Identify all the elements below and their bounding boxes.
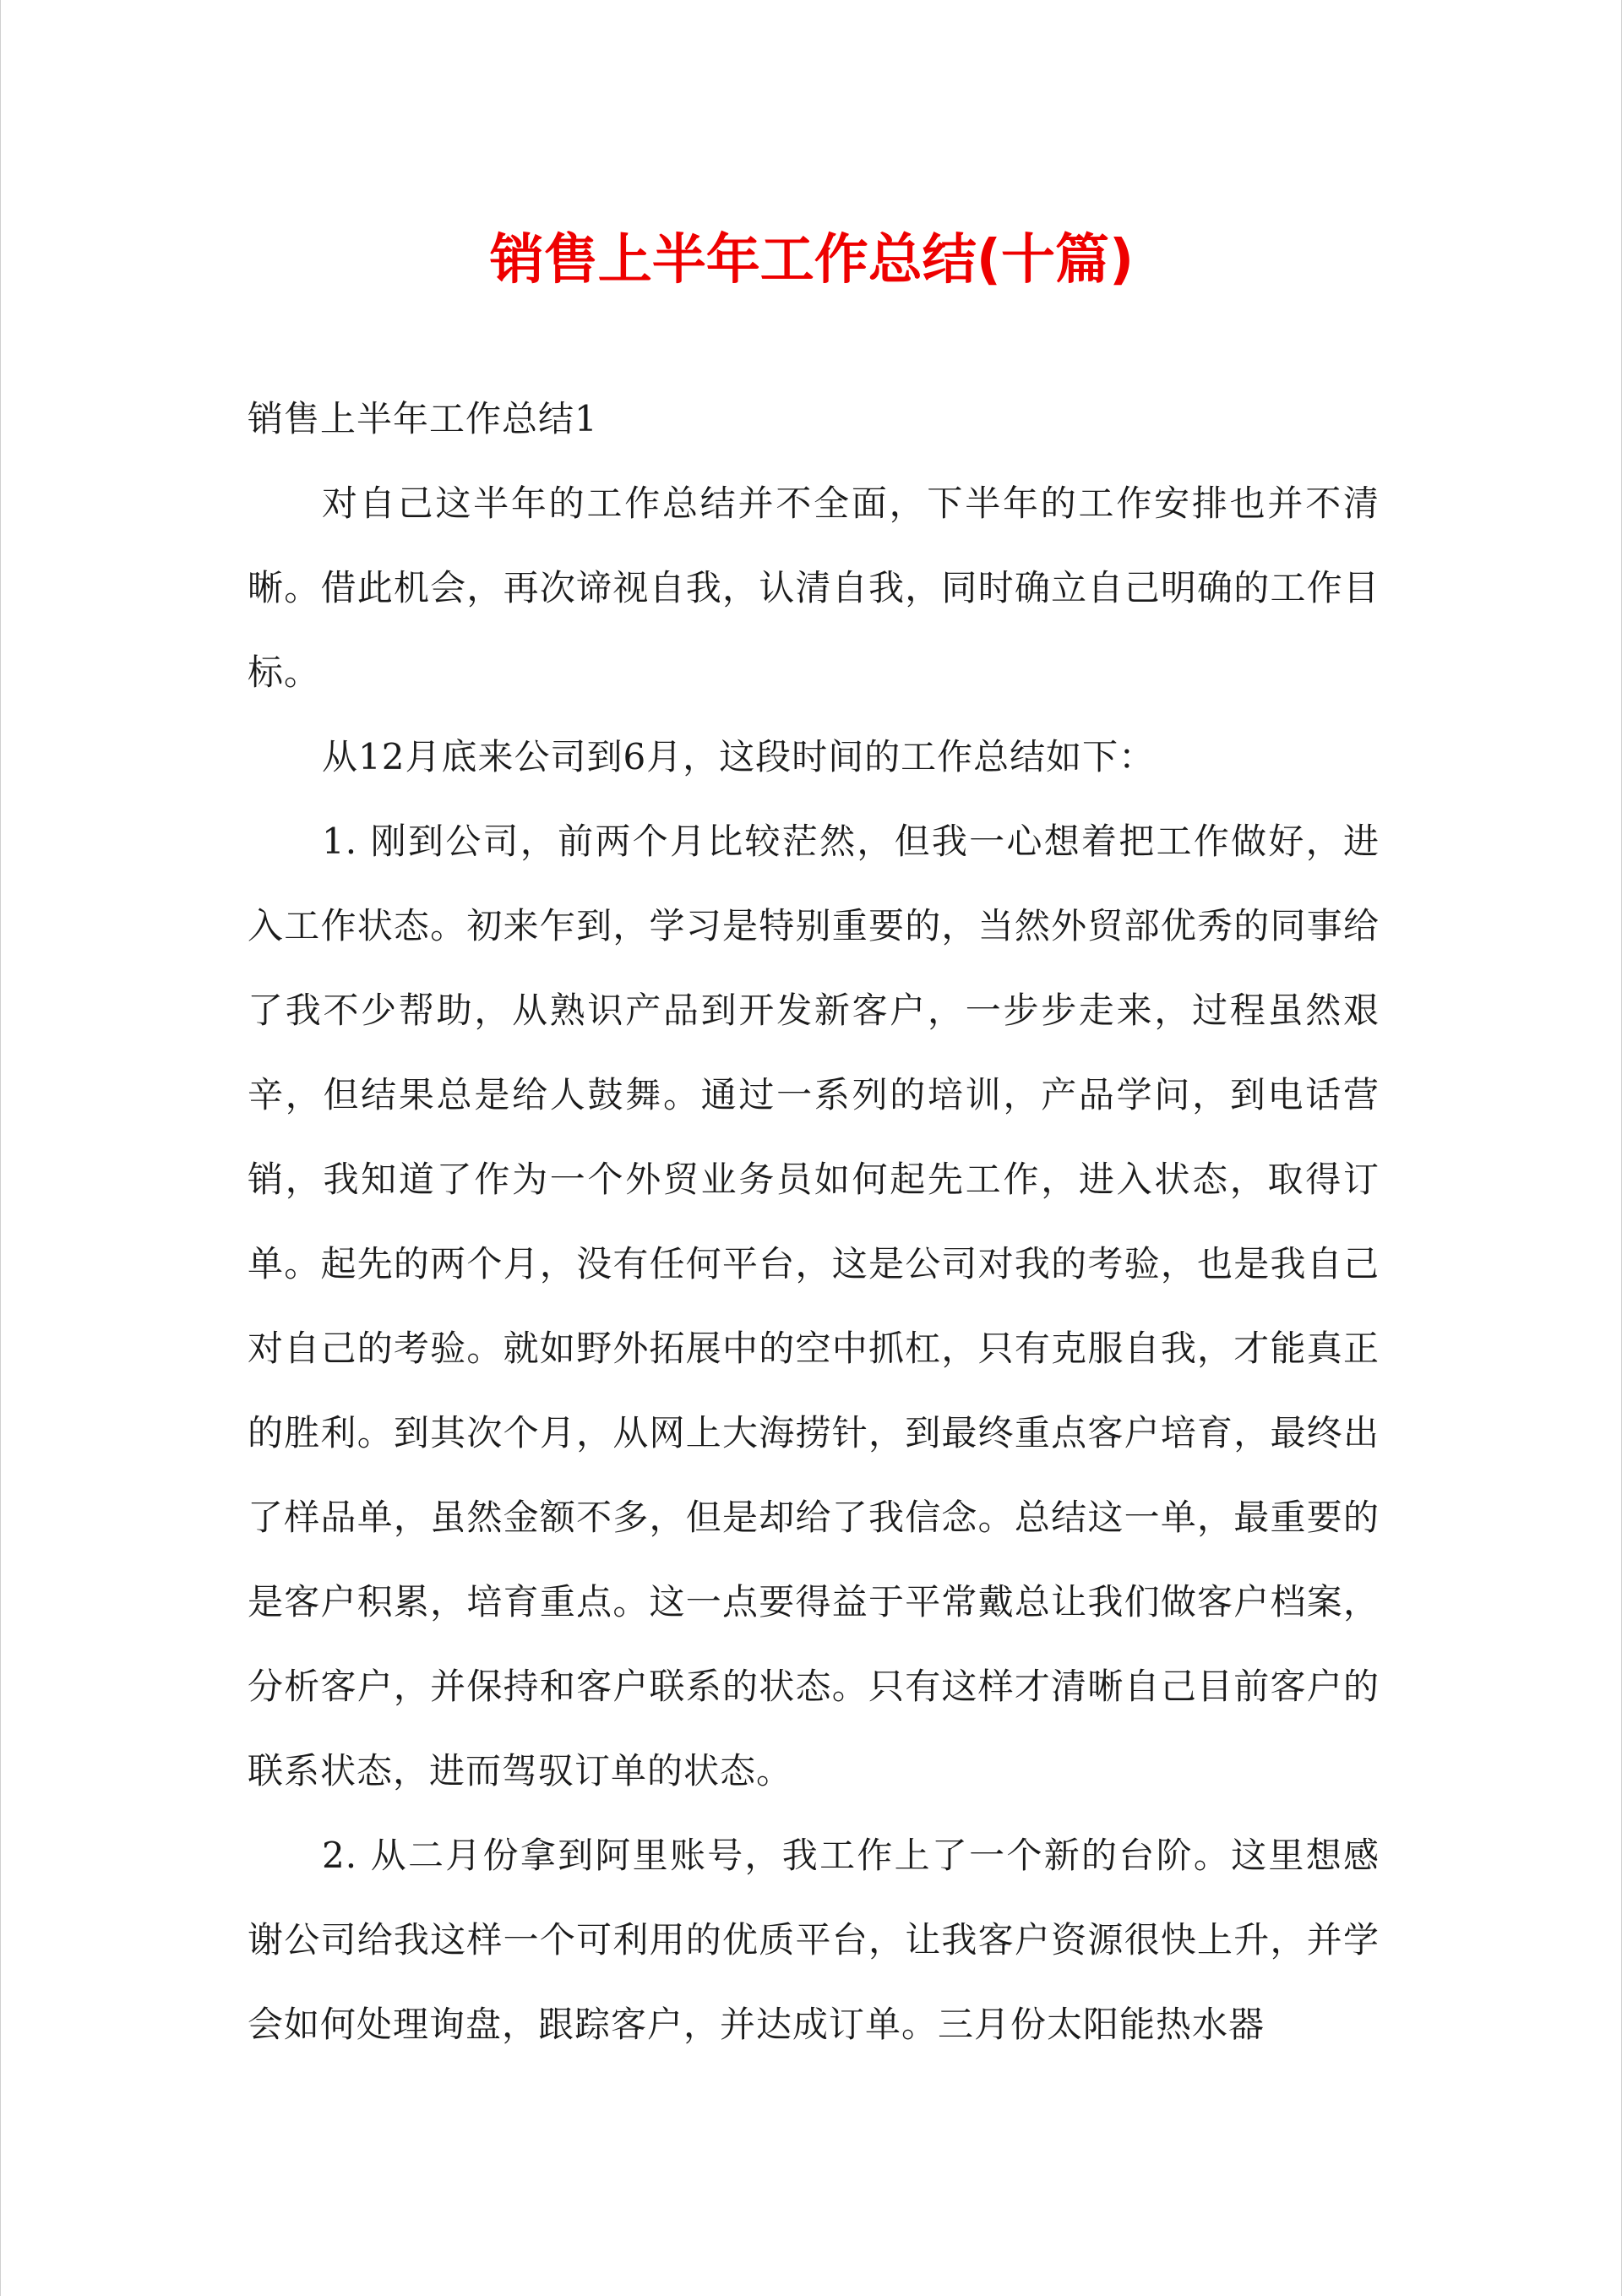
document-body [248, 377, 1380, 2067]
paragraph-item-1: 1. 刚到公司，前两个月比较茫然，但我一心想着把工作做好，进入工作状态。初来乍到，学习是特别重要的，当然外贸部优秀的同事给了我不少帮助，从熟识产品到开发新客户，一步步走来，过程虽然艰辛，但结果总是给人鼓舞。通过一系列的培训，产品学问，到电话营销，我知道了作为一个外贸业务员如何起先工作，进入状态，取得订单。起先的两个月，没有任何平台，这是公司对我的考验，也是我自己对自己的考验。就如野外拓展中的空中抓杠，只有克服自我，才能真正的胜利。到其次个月，从网上大海捞针，到最终重点客户培育，最终出了样品单，虽然金额不多，但是却给了我信念。总结这一单，最重要的是客户积累，培育重点。这一点要得益于平常戴总让我们做客户档案，分析客户，并保持和客户联系的状态。只有这样才清晰自己目前客户的联系状态，进而驾驭订单的状态。 [248, 821, 1380, 1792]
document-title: 销售上半年工作总结(十篇) [489, 229, 1135, 292]
paragraph-period: 从12月底来公司到6月，这段时间的工作总结如下： [322, 736, 1156, 777]
section-heading: 销售上半年工作总结1 [248, 398, 598, 439]
paragraph-item-2: 2. 从二月份拿到阿里账号，我工作上了一个新的台阶。这里想感谢公司给我这样一个可利用的优质平台，让我客户资源很快上升，并学会如何处理询盘，跟踪客户，并达成订单。三月份太阳能热水器 [248, 1835, 1380, 2045]
paragraph-intro: 对自己这半年的工作总结并不全面，下半年的工作安排也并不清晰。借此机会，再次谛视自我，认清自我，同时确立自己明确的工作目标。 [248, 483, 1380, 693]
